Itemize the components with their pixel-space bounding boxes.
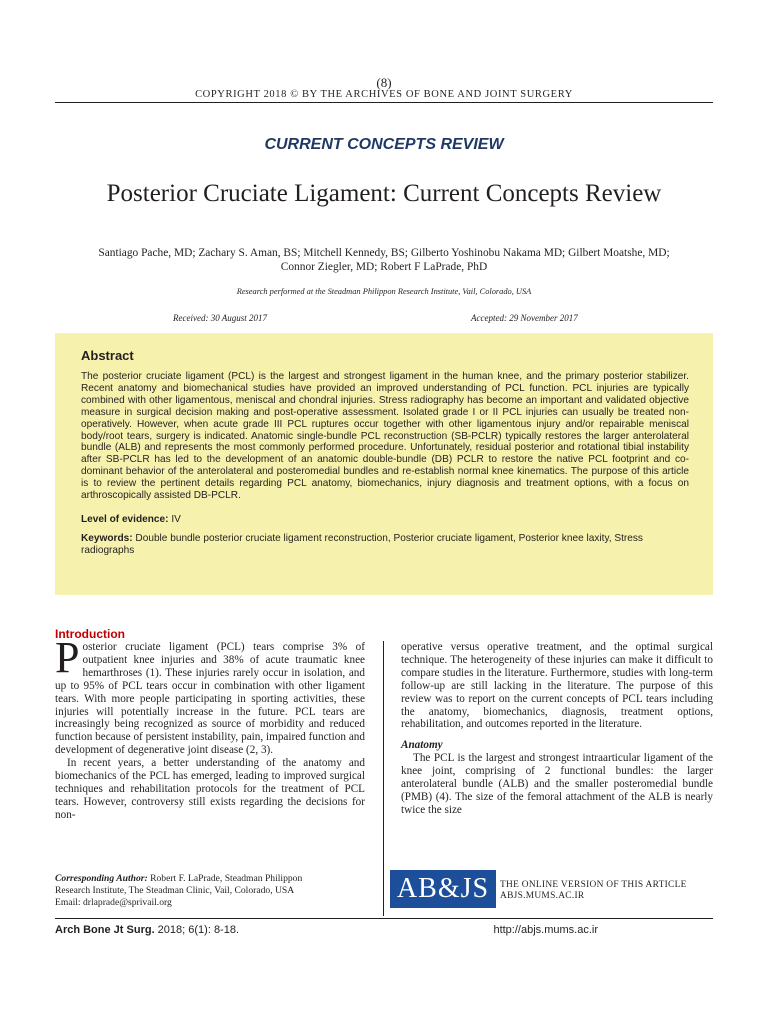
column-divider	[383, 641, 384, 916]
evidence-label: Level of evidence:	[81, 513, 169, 525]
anatomy-heading: Anatomy	[401, 739, 443, 752]
affiliation: Research performed at the Steadman Philippon Research Institute, Vail, Colorado, USA	[236, 287, 532, 296]
online-version-line-1: THE ONLINE VERSION OF THIS ARTICLE	[500, 880, 687, 890]
drop-cap: P	[55, 633, 80, 682]
evidence-value: IV	[171, 513, 181, 525]
journal-citation	[55, 924, 239, 936]
body-column-right	[401, 641, 713, 817]
corresponding-author-name: Robert F. LaPrade, Steadman Philippon	[147, 873, 303, 884]
introduction-heading: Introduction	[55, 627, 125, 641]
authors-line-2: Connor Ziegler, MD; Robert F LaPrade, PhD	[280, 261, 488, 273]
keywords-label: Keywords:	[81, 532, 133, 544]
authors-line-1: Santiago Pache, MD; Zachary S. Aman, BS; Mitchell Kennedy, BS; Gilberto Yoshinobu Nakama MD; Gilbert Moatshe, MD;	[98, 247, 670, 259]
corresponding-author-email[interactable]: Email: drlaprade@sprivail.org	[55, 897, 172, 909]
keywords	[81, 533, 689, 557]
copyright-line: COPYRIGHT 2018 © BY THE ARCHIVES OF BONE AND JOINT SURGERY	[195, 89, 573, 100]
author-list	[55, 246, 713, 274]
corresponding-author-line-1	[55, 873, 373, 885]
intro-paragraph-2: In recent years, a better understanding of the anatomy and biomechanics of the PCL has emerged, leading to improved surgical techniques and rehabilitation protocols for the treatment of PCL tears. However, controversy still exists regarding the decisions for non-	[55, 757, 365, 821]
anatomy-paragraph-1: The PCL is the largest and strongest intraarticular ligament of the knee joint, comprising of 2 functional bundles: the larger anterolateral bundle (ALB) and the smaller posteromedial bundle (PMB) (4). The size of the femoral attachment of the ALB is nearly twice the size	[401, 752, 713, 816]
keywords-value: Double bundle posterior cruciate ligament reconstruction, Posterior cruciate ligament, Posterior knee laxity, Stress radiographs	[81, 532, 643, 556]
online-version-note	[500, 880, 687, 902]
article-title: Posterior Cruciate Ligament: Current Concepts Review	[106, 180, 662, 207]
received-date: Received: 30 August 2017	[173, 313, 268, 323]
corresponding-author	[55, 873, 373, 910]
abstract-box	[55, 333, 713, 595]
corresponding-author-label: Corresponding Author:	[55, 873, 148, 884]
journal-name: Arch Bone Jt Surg.	[55, 924, 155, 936]
citation-details: 2018; 6(1): 8-18.	[154, 924, 240, 936]
abstract-heading: Abstract	[81, 348, 134, 363]
header-divider	[55, 102, 713, 103]
abstract-text: The posterior cruciate ligament (PCL) is the largest and strongest ligament in the human knee, and the primary posterior stabilizer. Recent anatomy and biomechanical studies have provided an improved understanding of PCL function. PCL injuries are typically combined with other ligamentous, meniscal and chondral injuries. Stress radiography has become an important and validated objective measure in surgical decision making and post-operative assessment. Isolated grade I or II PCL injuries can usually be treated non-operatively. However, when acute grade III PCL ruptures occur together with other ligamentous injury and/or repairable meniscal body/root tears, surgery is indicated. Anatomic single-bundle PCL reconstruction (SB-PCLR) typically restores the larger anterolateral bundle (ALB) and represents the most commonly performed procedure. Unfortunately, residual posterior and rotational tibial instability after SB-PCLR has led to the development of an anatomic double-bundle (DB) PCLR to restore the native PCL footprint and co-dominant behavior of the anterolateral and posteromedial bundles and re-establish normal knee kinematics. The purpose of this article is to review the pertinent details regarding PCL anatomy, biomechanics, injury diagnosis and treatment options, with a focus on arthroscopically assisted DB-PCLR.	[81, 371, 689, 502]
abjs-logo: AB&JS	[390, 870, 496, 908]
online-version-url[interactable]: ABJS.MUMS.AC.IR	[500, 891, 585, 901]
corresponding-author-line-2: Research Institute, The Steadman Clinic, Vail, Colorado, USA	[55, 885, 295, 897]
right-paragraph-1: operative versus operative treatment, and the optimal surgical technique. The heterogeneity of these injuries can make it difficult to compare studies in the literature. Furthermore, studies with long-term follow-up are still lacking in the literature. The purpose of this review was to report on the current concepts of PCL tears including the anatomy, biomechanics, diagnosis, treatment options, rehabilitation, and outcomes reported in the literature.	[401, 641, 713, 731]
section-label: CURRENT CONCEPTS REVIEW	[264, 136, 504, 153]
level-of-evidence	[81, 514, 689, 525]
accepted-date: Accepted: 29 November 2017	[471, 313, 578, 323]
page-number: (8)	[376, 75, 392, 90]
intro-paragraph-1-text: osterior cruciate ligament (PCL) tears comprise 3% of outpatient knee injuries and 38% of acute traumatic knee hemarthroses (1). These injuries rarely occur in isolation, and up to 95% of PCL tears occur in combination with other ligament tears. With more people participating in sporting activities, these injuries will potentially increase in the future. PCL tears are increasingly being recognized as source of morbidity and reduced function because of persistent instability, pain, impaired function and development of degenerative joint disease (2, 3).	[55, 641, 365, 757]
journal-url-link[interactable]: http://abjs.mums.ac.ir	[493, 924, 598, 936]
footer-divider	[55, 918, 713, 919]
abstract-content	[81, 348, 689, 557]
